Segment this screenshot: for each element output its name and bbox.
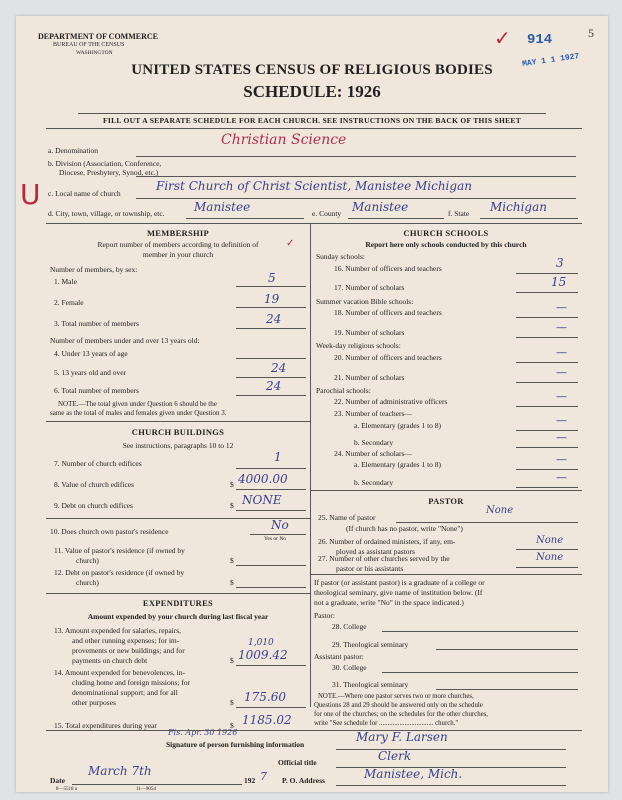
male-value: 5 [268,271,276,285]
signature-label: Signature of person furnishing information [166,740,305,749]
r28-label: 28. College [332,622,367,631]
pastor-label: Pastor: [314,611,335,620]
r16-value: 3 [556,256,564,270]
city-heading: WASHINGTON [76,50,113,56]
church-name-label: c. Local name of church [48,189,121,198]
stamp-number: 914 [527,32,553,48]
running-expenses-label-3: provements or new buildings; and for [72,646,185,655]
grad-note-2: theological seminary, give name of institution below. (If [314,588,483,597]
r25-label: 25. Name of pastor [318,513,376,522]
membership-check: ✓ [286,238,295,249]
year-prefix: 192 [244,776,256,785]
benevolences-value: 175.60 [244,690,286,704]
r18-value: — [556,301,567,314]
schools-sub: Report here only schools conducted by this church [365,240,527,249]
female-label: 2. Female [54,298,84,307]
weekday-label: Week-day religious schools: [316,341,401,350]
schedule-title: SCHEDULE: 1926 [243,82,381,101]
r23b-label: b. Secondary [354,438,394,447]
official-title-value: Clerk [378,749,412,763]
instructions-banner: FILL OUT A SEPARATE SCHEDULE FOR EACH CHURCH. SEE INSTRUCTIONS ON THE BACK OF THIS SHEET [102,116,522,125]
running-expenses-label-2: and other running expenses; for im- [72,636,180,645]
residence-debt-dollar: $ [230,578,234,587]
owns-residence-hint: Yes or No [264,536,287,542]
membership-note-1: NOTE.—The total given under Question 6 should be the [58,400,217,408]
form-title: UNITED STATES CENSUS OF RELIGIOUS BODIES [131,62,493,78]
edifices-value-label: 8. Value of church edifices [54,480,135,489]
members-by-sex-label: Number of members, by sex: [50,265,138,274]
buildings-title: CHURCH BUILDINGS [131,427,225,437]
city-value: Manistee [194,200,251,214]
expenditures-title: EXPENDITURES [142,598,214,608]
r24b-value: — [556,471,567,484]
r16-label: 16. Number of officers and teachers [334,264,442,273]
running-expenses-value: 1009.42 [238,648,288,662]
denomination-value: Christian Science [221,132,347,148]
edifices-value-dollar: $ [230,480,234,489]
stamp-date: MAY 1 1 1927 [521,52,580,69]
signature-value: Mary F. Larsen [356,730,448,744]
division-label: b. Division (Association, Conference, [48,159,162,168]
grad-note-3: not a graduate, write "No" in the space indicated.) [314,598,464,607]
city-label: d. City, town, village, or township, etc. [48,209,165,218]
over-13-value: 24 [271,361,287,375]
r23b-value: — [556,431,567,444]
parochial-label: Parochial schools: [316,386,371,395]
census-schedule-sheet [16,16,608,792]
r26-value: None [536,535,564,546]
edifices-debt-label: 9. Debt on church edifices [54,501,133,510]
running-expenses-dollar: $ [230,656,234,665]
edifices-value-amount: 4000.00 [238,472,288,486]
r26-label-1: 26. Number of ordained ministers, if any, em- [318,537,456,546]
total-expenditures-label: 15. Total expenditures during year [54,721,157,730]
owns-residence-label: 10. Does church own pastor's residence [50,527,169,536]
po-address-value: Manistee, Mich. [364,767,463,781]
r29-label: 29. Theological seminary [332,640,409,649]
r30-label: 30. College [332,663,367,672]
running-expenses-label-4: payments on church debt [72,656,148,665]
r18-label: 18. Number of officers and teachers [334,308,442,317]
expenditures-sub: Amount expended by your church during last fiscal year [87,612,269,621]
benevolences-dollar: $ [230,698,234,707]
benevolences-label-4: other purposes [72,698,116,707]
r17-label: 17. Number of scholars [334,283,405,292]
division-label-2: Diocese, Presbytery, Synod, etc.) [59,168,159,177]
residence-value-label: 11. Value of pastor's residence (if owned by [54,546,185,555]
total-expenditures-dollar: $ [230,721,234,730]
pastor-note-4: write "See schedule for ................................ church." [314,720,459,727]
church-name-value: First Church of Christ Scientist, Manistee Michigan [156,179,472,193]
margin-mark: U [20,178,41,211]
official-title-label: Official title [278,758,317,767]
male-label: 1. Male [54,277,77,286]
running-expenses-note: 1,010 [248,638,274,648]
dept-heading: DEPARTMENT OF COMMERCE [38,32,159,41]
edifices-debt-value: NONE [242,493,282,507]
r23a-label: a. Elementary (grades 1 to 8) [354,421,442,430]
r27-label-2: pastor or his assistants [336,564,404,573]
benevolences-label-1: 14. Amount expended for benevolences, in- [54,668,186,677]
residence-debt-label-2: church) [76,578,99,587]
edifices-value: 1 [274,450,282,464]
bureau-heading: BUREAU OF THE CENSUS [53,42,125,48]
r17-value: 15 [551,275,567,289]
residence-value-dollar: $ [230,556,234,565]
r22-value: — [556,390,567,403]
sunday-label: Sunday schools: [316,252,365,261]
r24a-value: — [556,453,567,466]
r22-label: 22. Number of administrative officers [334,397,448,406]
summer-label: Summer vacation Bible schools: [316,297,414,306]
membership-title: MEMBERSHIP [146,228,210,238]
grad-note-1: If pastor (or assistant pastor) is a graduate of a college or [314,578,485,587]
form-id: 8—5518 a [56,787,77,792]
r24-label: 24. Number of scholars— [334,449,412,458]
r23-label: 23. Number of teachers— [334,409,412,418]
buildings-sub: See instructions, paragraphs 10 to 12 [122,441,234,450]
check-mark: ✓ [494,28,511,50]
state-label: f. State [448,209,470,218]
total-members-age-label: 6. Total number of members [54,386,139,395]
under-13-label: 4. Under 13 years of age [54,349,128,358]
corner-mark: 5 [588,26,594,40]
denomination-label: a. Denomination [48,146,98,155]
r24a-label: a. Elementary (grades 1 to 8) [354,460,442,469]
r26-label-2: ployed as assistant pastors [336,547,415,556]
edifices-debt-dollar: $ [230,501,234,510]
pastor-note-1: NOTE.—Where one pastor serves two or more churches, [318,693,474,700]
pastor-note-3: for one of the churches; on the schedules for the other churches, [314,711,489,718]
r25-hint: (If church has no pastor, write "None") [346,524,463,533]
date-label: Date [50,776,65,785]
pastor-note-2: Questions 28 and 29 should be answered only on the schedule [314,702,483,709]
membership-intro-1: Report number of members according to definition of [97,240,259,249]
r31-label: 31. Theological seminary [332,680,409,689]
county-value: Manistee [352,200,409,214]
asst-pastor-label: Assistant pastor: [314,652,364,661]
r20-value: — [556,346,567,359]
benevolences-label-2: cluding home and foreign missions; for [72,678,191,687]
fiscal-year-note: Fis. Apr. 30 1926 [168,728,238,737]
benevolences-label-3: denominational support; and for all [72,688,178,697]
schools-title: CHURCH SCHOOLS [403,228,489,238]
date-value: March 7th [88,764,152,778]
r20-label: 20. Number of officers and teachers [334,353,442,362]
r24b-label: b. Secondary [354,478,394,487]
total-expenditures-value: 1185.02 [242,713,292,727]
r27-label-1: 27. Number of other churches served by the [318,554,450,563]
members-by-age-label: Number of members under and over 13 years old: [50,336,200,345]
r27-value: None [536,552,564,563]
r19-value: — [556,321,567,334]
membership-note-2: same as the total of males and females given under Question 3. [50,409,227,417]
total-members-label: 3. Total number of members [54,319,139,328]
county-label: e. County [312,209,342,218]
r23a-value: — [556,414,567,427]
residence-debt-label: 12. Debt on pastor's residence (if owned by [54,568,185,577]
over-13-label: 5. 13 years old and over [54,368,127,377]
owns-residence-value: No [271,518,289,532]
total-members-value: 24 [266,312,282,326]
running-expenses-label-1: 13. Amount expended for salaries, repairs, [54,626,182,635]
year-digit: 7 [260,770,267,783]
residence-value-label-2: church) [76,556,99,565]
r25-value: None [486,505,514,516]
r19-label: 19. Number of scholars [334,328,405,337]
po-address-label: P. O. Address [282,776,325,785]
r21-value: — [556,366,567,379]
edifices-label: 7. Number of church edifices [54,459,142,468]
total-members-age-value: 24 [266,379,282,393]
female-value: 19 [264,292,280,306]
state-value: Michigan [490,200,547,214]
form-num: 11—9054 [136,787,156,792]
membership-intro-2: member in your church [142,250,214,259]
r21-label: 21. Number of scholars [334,373,405,382]
pastor-title: PASTOR [428,496,464,506]
